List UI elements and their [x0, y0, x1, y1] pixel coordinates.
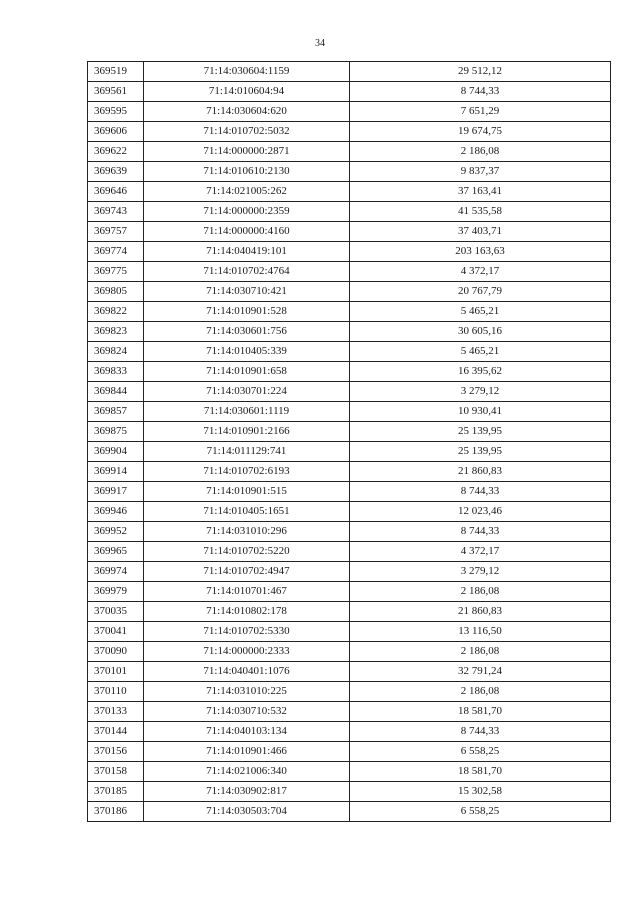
table-row: [88, 542, 611, 562]
value-cell: 8 744,33: [350, 522, 611, 542]
value-cell: 29 512,12: [350, 62, 611, 82]
value-cell: 13 116,50: [350, 622, 611, 642]
value-cell: 3 279,12: [350, 562, 611, 582]
value-cell: 30 605,16: [350, 322, 611, 342]
record-id-cell: 369519: [88, 62, 144, 82]
record-id-cell: 369844: [88, 382, 144, 402]
table-row: [88, 362, 611, 382]
table-row: [88, 782, 611, 802]
cadastral-number-cell: 71:14:010901:466: [144, 742, 350, 762]
value-cell: 5 465,21: [350, 342, 611, 362]
record-id-cell: 370144: [88, 722, 144, 742]
cadastral-number-cell: 71:14:021005:262: [144, 182, 350, 202]
value-cell: 9 837,37: [350, 162, 611, 182]
value-cell: 203 163,63: [350, 242, 611, 262]
record-id-cell: 369875: [88, 422, 144, 442]
table-body: [88, 62, 611, 822]
table-row: [88, 702, 611, 722]
cadastral-number-cell: 71:14:010702:5330: [144, 622, 350, 642]
table-row: [88, 342, 611, 362]
record-id-cell: 369952: [88, 522, 144, 542]
record-id-cell: 369946: [88, 502, 144, 522]
cadastral-number-cell: 71:14:040103:134: [144, 722, 350, 742]
table-row: [88, 322, 611, 342]
table-row: [88, 162, 611, 182]
value-cell: 8 744,33: [350, 82, 611, 102]
record-id-cell: 370035: [88, 602, 144, 622]
table-row: [88, 602, 611, 622]
table-row: [88, 382, 611, 402]
value-cell: 6 558,25: [350, 802, 611, 822]
cadastral-number-cell: 71:14:010901:658: [144, 362, 350, 382]
table-row: [88, 502, 611, 522]
cadastral-number-cell: 71:14:031010:225: [144, 682, 350, 702]
cadastral-number-cell: 71:14:011129:741: [144, 442, 350, 462]
record-id-cell: 369561: [88, 82, 144, 102]
record-id-cell: 369639: [88, 162, 144, 182]
table-row: [88, 422, 611, 442]
cadastral-number-cell: 71:14:030601:1119: [144, 402, 350, 422]
record-id-cell: 369979: [88, 582, 144, 602]
record-id-cell: 370156: [88, 742, 144, 762]
table-row: [88, 262, 611, 282]
cadastral-number-cell: 71:14:010702:6193: [144, 462, 350, 482]
table-row: [88, 402, 611, 422]
value-cell: 4 372,17: [350, 262, 611, 282]
cadastral-number-cell: 71:14:000000:4160: [144, 222, 350, 242]
cadastral-number-cell: 71:14:040419:101: [144, 242, 350, 262]
table-row: [88, 182, 611, 202]
cadastral-number-cell: 71:14:030604:620: [144, 102, 350, 122]
value-cell: 25 139,95: [350, 442, 611, 462]
value-cell: 19 674,75: [350, 122, 611, 142]
record-id-cell: 370041: [88, 622, 144, 642]
table-row: [88, 122, 611, 142]
cadastral-number-cell: 71:14:010405:1651: [144, 502, 350, 522]
table-row: [88, 522, 611, 542]
record-id-cell: 369606: [88, 122, 144, 142]
record-id-cell: 369824: [88, 342, 144, 362]
record-id-cell: 369646: [88, 182, 144, 202]
cadastral-number-cell: 71:14:010702:5220: [144, 542, 350, 562]
page-number: 34: [315, 38, 325, 49]
table-row: [88, 82, 611, 102]
record-id-cell: 369857: [88, 402, 144, 422]
record-id-cell: 369917: [88, 482, 144, 502]
table-row: [88, 662, 611, 682]
record-id-cell: 370158: [88, 762, 144, 782]
value-cell: 20 767,79: [350, 282, 611, 302]
value-cell: 2 186,08: [350, 682, 611, 702]
value-cell: 7 651,29: [350, 102, 611, 122]
cadastral-number-cell: 71:14:010702:5032: [144, 122, 350, 142]
cadastral-number-cell: 71:14:030604:1159: [144, 62, 350, 82]
cadastral-number-cell: 71:14:030902:817: [144, 782, 350, 802]
cadastral-number-cell: 71:14:010702:4947: [144, 562, 350, 582]
value-cell: 37 163,41: [350, 182, 611, 202]
value-cell: 2 186,08: [350, 142, 611, 162]
table-row: [88, 102, 611, 122]
record-id-cell: 369974: [88, 562, 144, 582]
table-row: [88, 762, 611, 782]
cadastral-number-cell: 71:14:040401:1076: [144, 662, 350, 682]
cadastral-number-cell: 71:14:010701:467: [144, 582, 350, 602]
cadastral-number-cell: 71:14:010901:528: [144, 302, 350, 322]
table-row: [88, 462, 611, 482]
value-cell: 2 186,08: [350, 642, 611, 662]
cadastral-number-cell: 71:14:010702:4764: [144, 262, 350, 282]
cadastral-number-cell: 71:14:030601:756: [144, 322, 350, 342]
cadastral-number-cell: 71:14:030503:704: [144, 802, 350, 822]
table-row: [88, 142, 611, 162]
cadastral-number-cell: 71:14:010610:2130: [144, 162, 350, 182]
record-id-cell: 370186: [88, 802, 144, 822]
record-id-cell: 369965: [88, 542, 144, 562]
cadastral-number-cell: 71:14:030710:532: [144, 702, 350, 722]
cadastral-number-cell: 71:14:021006:340: [144, 762, 350, 782]
record-id-cell: 370110: [88, 682, 144, 702]
cadastral-number-cell: 71:14:010802:178: [144, 602, 350, 622]
record-id-cell: 369823: [88, 322, 144, 342]
value-cell: 15 302,58: [350, 782, 611, 802]
value-cell: 41 535,58: [350, 202, 611, 222]
record-id-cell: 370133: [88, 702, 144, 722]
value-cell: 25 139,95: [350, 422, 611, 442]
value-cell: 37 403,71: [350, 222, 611, 242]
value-cell: 18 581,70: [350, 702, 611, 722]
value-cell: 10 930,41: [350, 402, 611, 422]
value-cell: 12 023,46: [350, 502, 611, 522]
value-cell: 6 558,25: [350, 742, 611, 762]
value-cell: 18 581,70: [350, 762, 611, 782]
cadastral-number-cell: 71:14:010604:94: [144, 82, 350, 102]
table-row: [88, 282, 611, 302]
table-row: [88, 742, 611, 762]
cadastral-number-cell: 71:14:030710:421: [144, 282, 350, 302]
value-cell: 21 860,83: [350, 602, 611, 622]
table-row: [88, 682, 611, 702]
value-cell: 8 744,33: [350, 722, 611, 742]
value-cell: 32 791,24: [350, 662, 611, 682]
cadastral-number-cell: 71:14:031010:296: [144, 522, 350, 542]
table-row: [88, 722, 611, 742]
value-cell: 5 465,21: [350, 302, 611, 322]
table-row: [88, 482, 611, 502]
record-id-cell: 369833: [88, 362, 144, 382]
parcel-value-table: [87, 61, 611, 822]
record-id-cell: 369914: [88, 462, 144, 482]
record-id-cell: 369757: [88, 222, 144, 242]
table-row: [88, 642, 611, 662]
cadastral-number-cell: 71:14:000000:2871: [144, 142, 350, 162]
record-id-cell: 370185: [88, 782, 144, 802]
record-id-cell: 370090: [88, 642, 144, 662]
cadastral-number-cell: 71:14:000000:2333: [144, 642, 350, 662]
record-id-cell: 369904: [88, 442, 144, 462]
value-cell: 21 860,83: [350, 462, 611, 482]
record-id-cell: 369822: [88, 302, 144, 322]
value-cell: 2 186,08: [350, 582, 611, 602]
cadastral-number-cell: 71:14:010901:515: [144, 482, 350, 502]
record-id-cell: 369595: [88, 102, 144, 122]
cadastral-number-cell: 71:14:010405:339: [144, 342, 350, 362]
record-id-cell: 370101: [88, 662, 144, 682]
table-row: [88, 222, 611, 242]
value-cell: 8 744,33: [350, 482, 611, 502]
cadastral-number-cell: 71:14:010901:2166: [144, 422, 350, 442]
table-row: [88, 62, 611, 82]
record-id-cell: 369805: [88, 282, 144, 302]
table-row: [88, 562, 611, 582]
table-row: [88, 242, 611, 262]
table-row: [88, 202, 611, 222]
table-row: [88, 582, 611, 602]
record-id-cell: 369775: [88, 262, 144, 282]
value-cell: 3 279,12: [350, 382, 611, 402]
table-row: [88, 622, 611, 642]
value-cell: 4 372,17: [350, 542, 611, 562]
record-id-cell: 369743: [88, 202, 144, 222]
cadastral-number-cell: 71:14:030701:224: [144, 382, 350, 402]
record-id-cell: 369622: [88, 142, 144, 162]
table-row: [88, 802, 611, 822]
table-row: [88, 442, 611, 462]
table-row: [88, 302, 611, 322]
cadastral-number-cell: 71:14:000000:2359: [144, 202, 350, 222]
record-id-cell: 369774: [88, 242, 144, 262]
value-cell: 16 395,62: [350, 362, 611, 382]
